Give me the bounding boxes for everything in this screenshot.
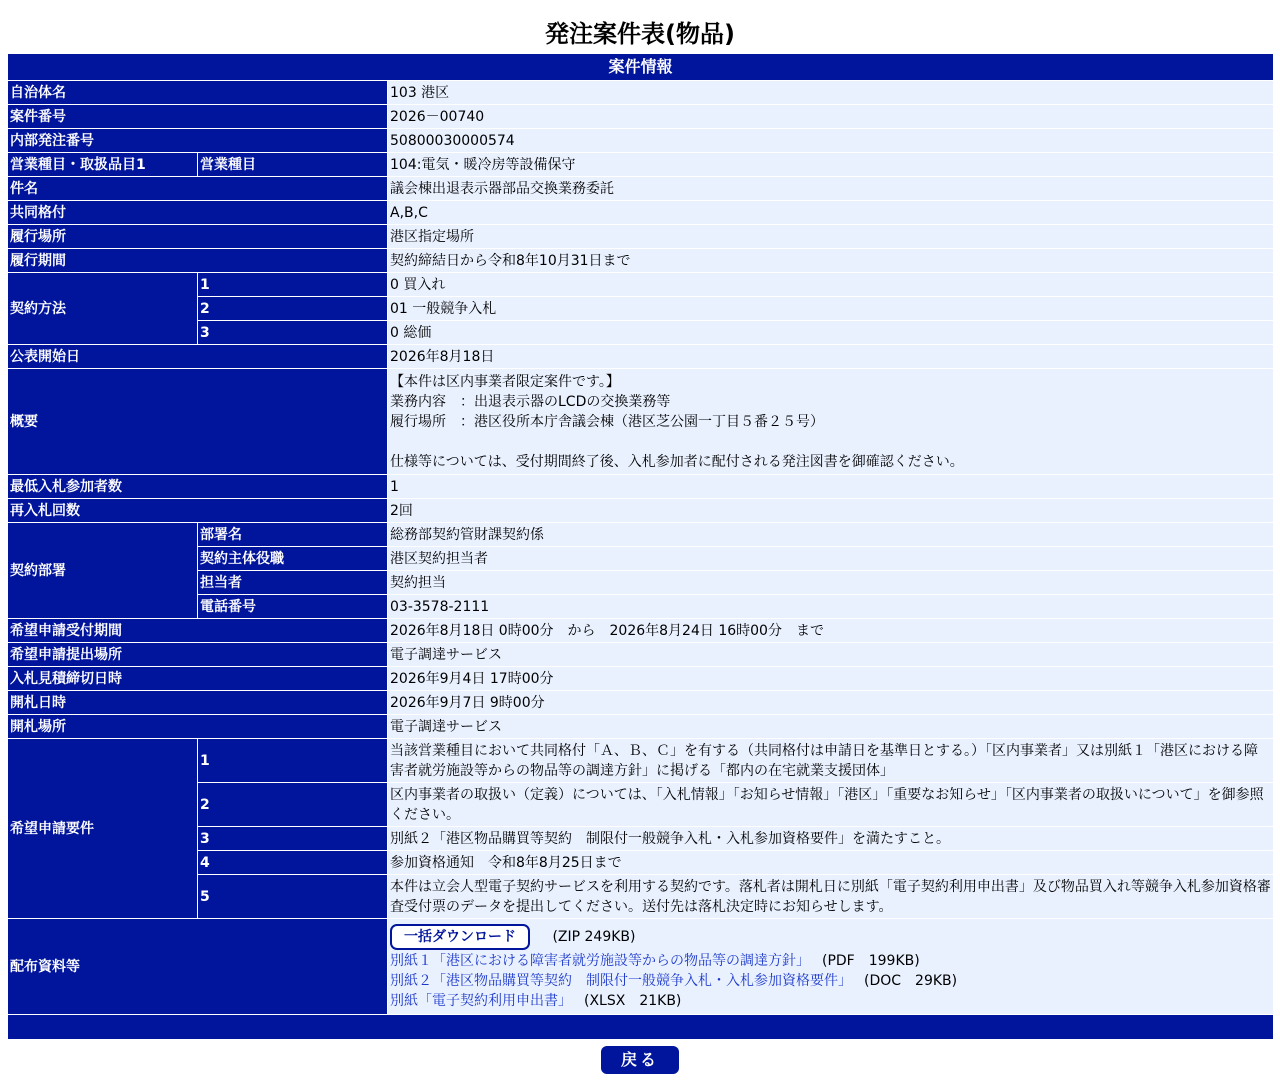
eigyo-sublabel: 営業種目 — [198, 153, 388, 177]
yoken-no: 2 — [198, 783, 388, 827]
gaiyo-value: 【本件は区内事業者限定案件です。】 業務内容 ：出退表示器のLCDの交換業務等 履行場所 ：港区役所本庁舎議会棟（港区芝公園一丁目５番２５号） 仕様等については、受付期間終了後、入札参加者に配付される発注図書を御確認ください。 — [388, 369, 1274, 475]
yoken-value: 当該営業種目において共同格付「Ａ、Ｂ、Ｃ」を有する（共同格付は申請日を基準日とする。）「区内事業者」又は別紙１「港区における障害者就労施設等からの物品等の調達方針」に掲げる「都内の在宅就業支援団体」 — [388, 739, 1274, 783]
yoken-value: 区内事業者の取扱い（定義）については、「入札情報」「お知らせ情報」「港区」「重要なお知らせ」「区内事業者の取扱いについて」を御参照ください。 — [388, 783, 1274, 827]
bulk-download-button[interactable]: 一括ダウンロード — [390, 924, 530, 950]
kikan-value: 契約締結日から令和8年10月31日まで — [388, 249, 1274, 273]
kaisatsu-nichiji-label: 開札日時 — [8, 691, 388, 715]
kyodo-value: A,B,C — [388, 201, 1274, 225]
yoken-value: 本件は立会人型電子契約サービスを利用する契約です。落札者は開札日に別紙「電子契約利用申出書」及び物品買入れ等競争入札参加資格審査受付票のデータを提出してください。送付先は落札決定時にお知らせします。 — [388, 875, 1274, 919]
table-footer-bar — [8, 1015, 1274, 1040]
yoken-value: 参加資格通知 令和8年8月25日まで — [388, 851, 1274, 875]
keiyaku-busho-sublabel: 担当者 — [198, 571, 388, 595]
kohyo-value: 2026年8月18日 — [388, 345, 1274, 369]
haifu-value — [388, 919, 1274, 1015]
yoken-no: 5 — [198, 875, 388, 919]
keiyaku-hoho-value: 0 総価 — [388, 321, 1274, 345]
keiyaku-busho-value: 03-3578-2111 — [388, 595, 1274, 619]
keiyaku-hoho-value: 0 買入れ — [388, 273, 1274, 297]
kikan-label: 履行期間 — [8, 249, 388, 273]
yoken-label: 希望申請要件 — [8, 739, 198, 919]
uketsuke-label: 希望申請受付期間 — [8, 619, 388, 643]
keiyaku-hoho-no: 1 — [198, 273, 388, 297]
keiyaku-busho-sublabel: 契約主体役職 — [198, 547, 388, 571]
back-button[interactable]: 戻る — [601, 1046, 679, 1074]
shimekiri-label: 入札見積締切日時 — [8, 667, 388, 691]
eigyo-value: 104:電気・暖冷房等設備保守 — [388, 153, 1274, 177]
yoken-value: 別紙２「港区物品購買等契約 制限付一般競争入札・入札参加資格要件」を満たすこと。 — [388, 827, 1274, 851]
kaisatsu-basho-value: 電子調達サービス — [388, 715, 1274, 739]
bulk-download-size: (ZIP 249KB) — [552, 928, 636, 945]
kohyo-label: 公表開始日 — [8, 345, 388, 369]
gaiyo-label: 概要 — [8, 369, 388, 475]
saitei-label: 最低入札参加者数 — [8, 475, 388, 499]
naibu-no-label: 内部発注番号 — [8, 129, 388, 153]
anken-no-value: 2026－00740 — [388, 105, 1274, 129]
shimekiri-value: 2026年9月4日 17時00分 — [388, 667, 1274, 691]
file-link-3[interactable]: 別紙「電子契約利用申出書」 — [390, 992, 572, 1009]
file-link-1[interactable]: 別紙１「港区における障害者就労施設等からの物品等の調達方針」 — [390, 952, 810, 969]
kenmei-value: 議会棟出退表示器部品交換業務委託 — [388, 177, 1274, 201]
sainyusatsu-label: 再入札回数 — [8, 499, 388, 523]
uketsuke-value: 2026年8月18日 0時00分 から 2026年8月24日 16時00分 まで — [388, 619, 1274, 643]
eigyo-label: 営業種目・取扱品目1 — [8, 153, 198, 177]
page-title: 発注案件表(物品) — [545, 20, 735, 48]
keiyaku-busho-label: 契約部署 — [8, 523, 198, 619]
sainyusatsu-value: 2回 — [388, 499, 1274, 523]
file-size: (DOC 29KB) — [864, 972, 958, 989]
keiyaku-busho-value: 総務部契約管財課契約係 — [388, 523, 1274, 547]
file-size: (PDF 199KB) — [822, 952, 920, 969]
yoken-no: 3 — [198, 827, 388, 851]
keiyaku-busho-value: 港区契約担当者 — [388, 547, 1274, 571]
keiyaku-hoho-label: 契約方法 — [8, 273, 198, 345]
basho-value: 港区指定場所 — [388, 225, 1274, 249]
anken-no-label: 案件番号 — [8, 105, 388, 129]
haifu-label: 配布資料等 — [8, 919, 388, 1015]
yoken-no: 1 — [198, 739, 388, 783]
teishutsu-value: 電子調達サービス — [388, 643, 1274, 667]
file-link-2[interactable]: 別紙２「港区物品購買等契約 制限付一般競争入札・入札参加資格要件」 — [390, 972, 852, 989]
kenmei-label: 件名 — [8, 177, 388, 201]
teishutsu-label: 希望申請提出場所 — [8, 643, 388, 667]
section-header: 案件情報 — [8, 54, 1274, 81]
kyodo-label: 共同格付 — [8, 201, 388, 225]
basho-label: 履行場所 — [8, 225, 388, 249]
keiyaku-busho-value: 契約担当 — [388, 571, 1274, 595]
keiyaku-busho-sublabel: 部署名 — [198, 523, 388, 547]
jichitai-label: 自治体名 — [8, 81, 388, 105]
kaisatsu-basho-label: 開札場所 — [8, 715, 388, 739]
yoken-no: 4 — [198, 851, 388, 875]
keiyaku-busho-sublabel: 電話番号 — [198, 595, 388, 619]
jichitai-value: 103 港区 — [388, 81, 1274, 105]
anken-info-table — [7, 53, 1274, 1040]
kaisatsu-nichiji-value: 2026年9月7日 9時00分 — [388, 691, 1274, 715]
file-size: (XLSX 21KB) — [584, 992, 682, 1009]
naibu-no-value: 50800030000574 — [388, 129, 1274, 153]
keiyaku-hoho-no: 3 — [198, 321, 388, 345]
keiyaku-hoho-no: 2 — [198, 297, 388, 321]
keiyaku-hoho-value: 01 一般競争入札 — [388, 297, 1274, 321]
saitei-value: 1 — [388, 475, 1274, 499]
